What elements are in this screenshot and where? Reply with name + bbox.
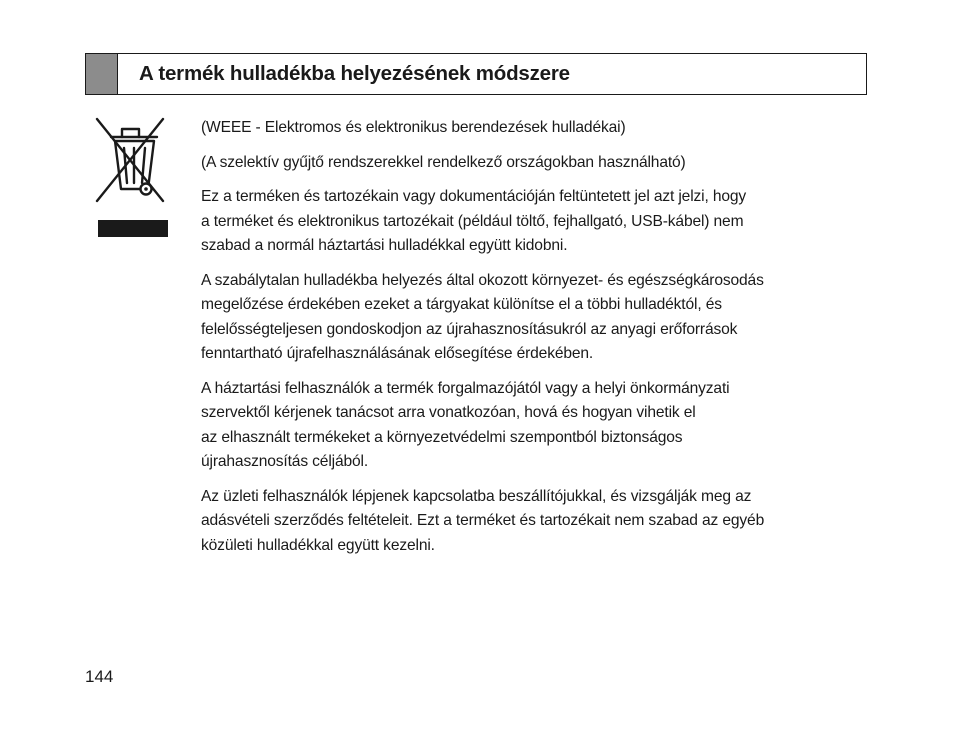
page-number: 144 <box>85 667 114 686</box>
weee-crossed-bin-icon <box>94 115 166 207</box>
paragraph-weee-definition: (WEEE - Elektromos és elektronikus berendezések hulladékai) <box>201 119 626 136</box>
paragraph-applicability: (A szelektív gyűjtő rendszerekkel rendelkező országokban használható) <box>201 153 686 171</box>
paragraph-household-users: A háztartási felhasználók a termék forgalmazójától vagy a helyi önkormányzati szervektől kérjenek tanácsot arra vonatkozóan, hová és hogyan vihetik el az elhasznált termékeket a környezetvédelmi szempontból biztonságos újrahasznosítás céljából. <box>201 379 730 470</box>
page-title: A termék hulladékba helyezésének módszere <box>139 62 570 85</box>
heading-tab-marker <box>86 54 118 94</box>
section-heading <box>85 53 867 95</box>
paragraph-separation: A szabálytalan hulladékba helyezés által okozott környezet- és egészségkárosodás megelőzése érdekében ezeket a tárgyakat különítse el a többi hulladéktól, és felelősségteljesen gondoskodjon az újrahasznosításukról az anyagi erőforrások fenntartható újrafelhasználásának elősegítése érdekében. <box>201 271 764 362</box>
paragraph-symbol-meaning: Ez a terméken és tartozékain vagy dokumentációján feltüntetett jel azt jelzi, hogy a terméket és elektronikus tartozékait (például töltő, fejhallgató, USB-kábel) nem szabad a normál háztartási hulladékkal együtt kidobni. <box>201 188 747 254</box>
weee-underline-bar <box>98 220 168 237</box>
body-text <box>201 116 861 568</box>
paragraph-business-users: Az üzleti felhasználók lépjenek kapcsolatba beszállítójukkal, és vizsgálják meg az adásvételi szerződés feltételeit. Ezt a terméket és tartozékait nem szabad az egyéb közületi hulladékkal együtt kezelni. <box>201 487 765 554</box>
